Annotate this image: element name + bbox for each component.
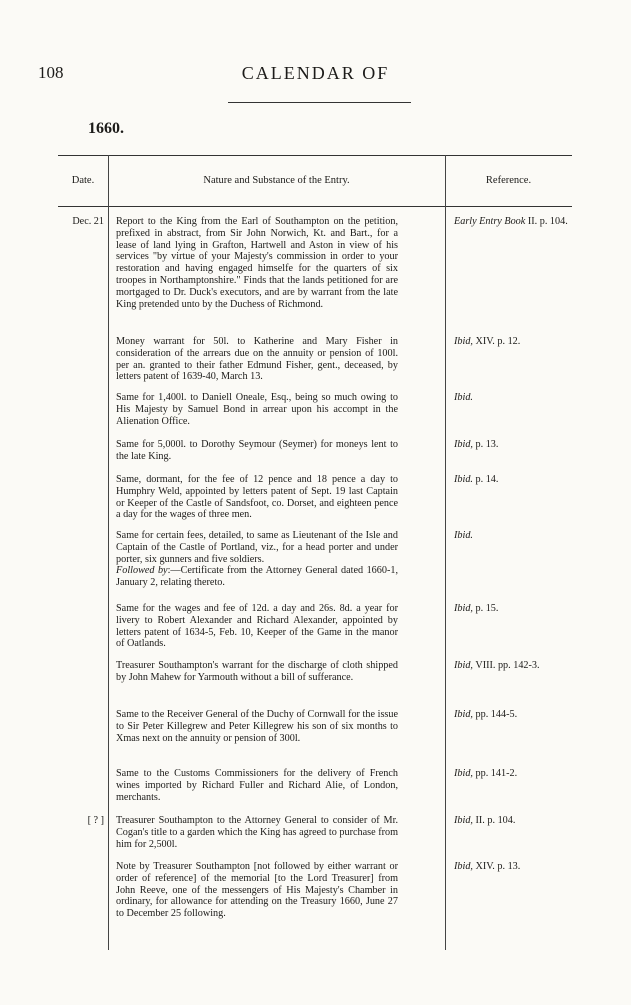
table-header-rule: [58, 206, 572, 207]
followed-by-label: Followed by: [116, 565, 168, 577]
reference-source: Ibid,: [454, 815, 473, 826]
reference-source: Ibid,: [454, 660, 473, 671]
page-number: 108: [38, 63, 64, 82]
row-reference: [454, 861, 569, 873]
row-entry: Same for 5,000l. to Dorothy Seymour (Seymer) for moneys lent to the late King.: [116, 439, 398, 462]
row-reference: [454, 392, 569, 404]
row-entry: Treasurer Southampton's warrant for the discharge of cloth shipped by John Mahew for Yarmouth without a bill of sufferance.: [116, 660, 398, 683]
reference-source: Ibid.: [454, 474, 473, 485]
reference-source: Early Entry Book: [454, 216, 526, 227]
row-reference: [454, 815, 569, 827]
row-entry: Money warrant for 50l. to Katherine and Mary Fisher in consideration of the arrears due on the annuity or pension of 100l. per an. granted to their father Edmund Fisher, gent., deceased, by letters patent of 1639-40, March 13.: [116, 336, 398, 383]
reference-source: Ibid,: [454, 768, 473, 779]
reference-detail: p. 14.: [472, 474, 499, 485]
reference-detail: pp. 141-2.: [472, 768, 518, 779]
entry-followed-by: [116, 565, 398, 589]
entry-text: Same for certain fees, detailed, to same as Lieutenant of the Isle and Captain of the Castle of Portland, viz., for a head porter and under porter, six gunners and five soldiers.: [116, 530, 398, 565]
reference-source: Ibid.: [454, 530, 473, 541]
row-entry: Same for the wages and fee of 12d. a day and 26s. 8d. a year for livery to Robert Alexander and Richard Alexander, appointed by letters patent of 1634-5, Feb. 10, Keeper of the Game in the manor of Oatlands.: [116, 603, 398, 650]
row-date: [ ? ]: [87, 815, 104, 826]
row-entry: Treasurer Southampton to the Attorney General to consider of Mr. Cogan's title to a garden which the King has agreed to purchase from him for 2,500l.: [116, 815, 398, 850]
row-entry: [116, 530, 398, 589]
year-heading: 1660.: [88, 120, 124, 137]
reference-detail: VIII. pp. 142-3.: [472, 660, 540, 671]
row-reference: [454, 474, 569, 486]
reference-source: Ibid,: [454, 603, 473, 614]
reference-source: Ibid,: [454, 709, 473, 720]
table-top-rule: [58, 155, 572, 156]
column-divider: [108, 155, 109, 950]
reference-detail: II. p. 104.: [472, 815, 516, 826]
column-header-reference: Reference.: [485, 175, 532, 186]
reference-source: Ibid,: [454, 861, 473, 872]
reference-source: Ibid,: [454, 336, 473, 347]
reference-detail: II. p. 104.: [525, 216, 568, 227]
header-rule: [228, 102, 411, 103]
reference-source: Ibid.: [454, 392, 473, 403]
row-entry: Same to the Customs Commissioners for the delivery of French wines imported by Richard Fuller and Richard Alie, of London, merchants.: [116, 768, 398, 803]
row-entry: Note by Treasurer Southampton [not followed by either warrant or order of reference] of the memorial [to the Lord Treasurer] from John Reeve, one of the messengers of His Majesty's Chamber in ordinary, for allowance for attending on the Treasury 1660, June 27 to December 25 following.: [116, 861, 398, 920]
row-reference: [454, 603, 569, 615]
row-reference: [454, 660, 569, 672]
row-entry: Same, dormant, for the fee of 12 pence and 18 pence a day to Humphry Weld, appointed by letters patent of Sept. 19 last Captain or Keeper of the Castle of Sandsfoot, co. Dorset, and eighteen pence a day for the wages of three men.: [116, 474, 398, 521]
row-date: Dec. 21: [72, 216, 104, 227]
row-entry: Same for 1,400l. to Daniell Oneale, Esq., being so much owing to His Majesty by Samuel Bond in arrear upon his accompt in the Alienation Office.: [116, 392, 398, 427]
column-divider: [445, 155, 446, 950]
row-reference: [454, 768, 569, 780]
row-reference: [454, 709, 569, 721]
row-reference: [454, 336, 569, 348]
reference-detail: XIV. p. 13.: [472, 861, 521, 872]
running-title: CALENDAR OF: [241, 63, 390, 83]
column-header-nature: Nature and Substance of the Entry.: [203, 175, 350, 186]
reference-source: Ibid,: [454, 439, 473, 450]
reference-detail: p. 15.: [472, 603, 499, 614]
row-reference: [454, 439, 569, 451]
followed-by-text: :—Certificate from the Attorney General dated 1660-1, January 2, relating thereto.: [116, 565, 398, 589]
reference-detail: p. 13.: [472, 439, 499, 450]
row-reference: [454, 216, 569, 228]
column-header-date: Date.: [71, 175, 95, 186]
row-entry: Report to the King from the Earl of Southampton on the petition, prefixed in abstract, from Sir John Norwich, Kt. and Bart., for a lease of land lying in Grafton, Hartwell and Aston in view of his services "by virtue of your Majesty's commission in order to your restoration and having engaged himselfe for the quarters of six troopes in Northamptonshire." Finds that the lands petitioned for are mortgaged to Dr. Duck's executors, and are by warrant from the late King pretended unto by the Duchess of Richmond.: [116, 216, 398, 310]
reference-detail: XIV. p. 12.: [472, 336, 521, 347]
reference-detail: pp. 144-5.: [472, 709, 518, 720]
row-reference: [454, 530, 569, 542]
row-entry: Same to the Receiver General of the Duchy of Cornwall for the issue to Sir Peter Killegrew and Peter Killegrew his son of six months to Xmas next on the annuity or pension of 300l.: [116, 709, 398, 744]
